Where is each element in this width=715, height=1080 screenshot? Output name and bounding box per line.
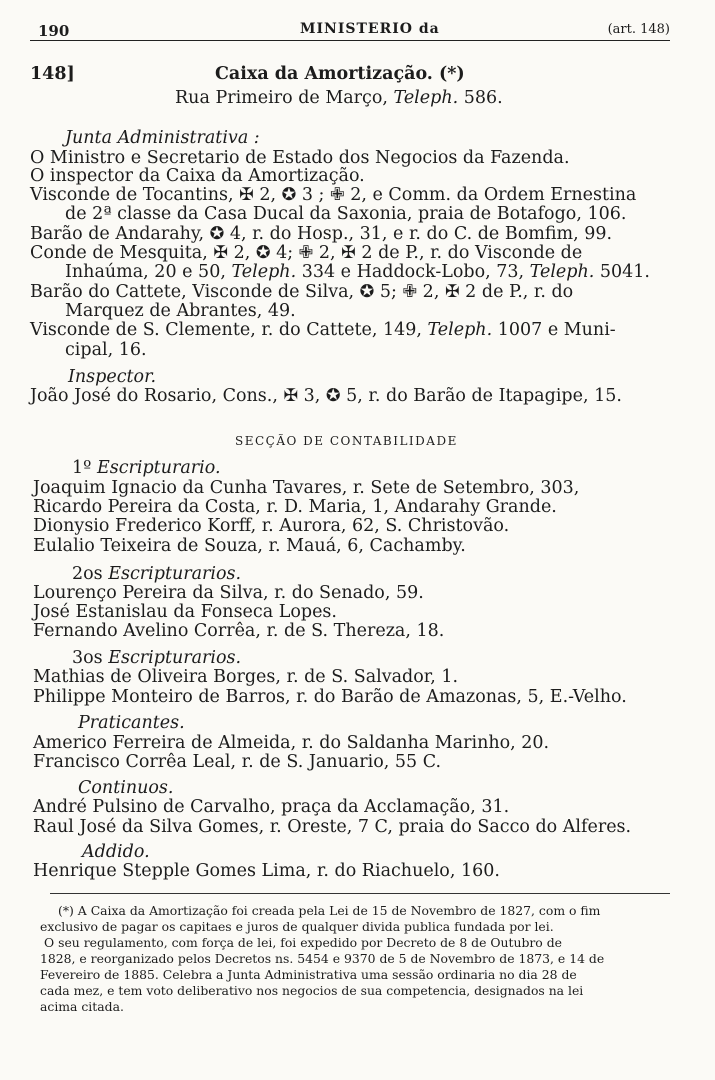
footnote-line: (*) A Caixa da Amortização foi creada pela Lei de 15 de Novembro de 1827, com o fim (58, 903, 601, 918)
text-line (33, 797, 678, 817)
text-span: 3os (72, 648, 109, 668)
text-span: Lourenço Pereira da Silva, r. do Senado, 59. (33, 583, 424, 603)
footnote-line: cada mez, e tem voto deliberativo nos negocios de sua competencia, designados na lei (40, 983, 584, 998)
text-line (33, 583, 678, 603)
text-span: 5041. (594, 262, 650, 282)
text-span: O Ministro e Secretario de Estado dos Negocios da Fazenda. (30, 148, 570, 168)
text-span: O inspector da Caixa da Amortização. (30, 166, 365, 186)
footnote-line: exclusivo de pagar os capitaes e juros de qualquer divida publica fundada por lei. (40, 919, 554, 934)
text-span: Mathias de Oliveira Borges, r. de S. Salvador, 1. (33, 667, 459, 687)
text-line (30, 282, 675, 302)
text-line (72, 564, 715, 584)
text-line (78, 713, 715, 733)
text-span: Praticantes. (78, 713, 185, 733)
text-span: Eulalio Teixeira de Souza, r. Mauá, 6, Cachamby. (33, 536, 466, 556)
text-span: João José do Rosario, Cons., ✠ 3, ✪ 5, r. do Barão de Itapagipe, 15. (30, 386, 622, 406)
text-span: Escripturarios. (108, 564, 242, 584)
text-span: Barão de Andarahy, ✪ 4, r. do Hosp., 31, e r. do C. de Bomfim, 99. (30, 224, 613, 244)
text-span: Conde de Mesquita, ✠ 2, ✪ 4; ✙ 2, ✠ 2 de P., r. do Visconde de (30, 243, 583, 263)
text-span: Addido. (82, 842, 150, 862)
header-article: (art. 148) (607, 22, 670, 37)
text-line (33, 752, 678, 772)
text-span: de 2ª classe da Casa Ducal da Saxonia, praia de Botafogo, 106. (65, 204, 627, 224)
text-line (33, 733, 678, 753)
text-span: Francisco Corrêa Leal, r. de S. Januario, 55 C. (33, 752, 442, 772)
text-span: 148] (30, 64, 75, 84)
text-span: Inspector. (68, 367, 157, 387)
footnote-line: acima citada. (40, 999, 124, 1014)
text-span: Marquez de Abrantes, 49. (65, 301, 296, 321)
text-span: Teleph. (231, 262, 297, 282)
text-span: Teleph. (427, 320, 493, 340)
text-span: José Estanislau da Fonseca Lopes. (33, 602, 337, 622)
text-span: Fernando Avelino Corrêa, r. de S. Thereza, 18. (33, 621, 445, 641)
text-span: 586. (458, 88, 503, 108)
text-span: Junta Administrativa : (65, 128, 260, 148)
text-span: Joaquim Ignacio da Cunha Tavares, r. Sete de Setembro, 303, (33, 478, 580, 498)
footnote-line: 1828, e reorganizado pelos Decretos ns. 5454 e 9370 de 5 de Novembro de 1873, e 14 de (40, 951, 605, 966)
footnote-line: O seu regulamento, com força de lei, foi expedido por Decreto de 8 de Outubro de (44, 935, 562, 950)
text-span: Escripturarios. (108, 648, 242, 668)
text-line (65, 128, 710, 148)
text-span: 1º (72, 458, 97, 478)
text-line (33, 687, 678, 707)
text-line (65, 262, 710, 282)
footnote-rule (50, 893, 670, 894)
text-line (30, 320, 675, 340)
text-span: Caixa da Amortização. (*) (215, 64, 465, 84)
text-span: Visconde de S. Clemente, r. do Cattete, 149, (30, 320, 428, 340)
header-title: MINISTERIO da (300, 21, 440, 37)
text-line (30, 185, 675, 205)
text-line (30, 243, 675, 263)
text-span: Raul José da Silva Gomes, r. Oreste, 7 C, praia do Sacco do Alferes. (33, 817, 632, 837)
text-line (33, 667, 678, 687)
text-line (175, 88, 715, 108)
footnote-line: Fevereiro de 1885. Celebra a Junta Administrativa uma sessão ordinaria no dia 28 de (40, 967, 577, 982)
text-line (65, 301, 710, 321)
text-line (33, 516, 678, 536)
text-span: Visconde de Tocantins, ✠ 2, ✪ 3 ; ✙ 2, e Comm. da Ordem Ernestina (30, 185, 637, 205)
text-span: Americo Ferreira de Almeida, r. do Saldanha Marinho, 20. (33, 733, 550, 753)
text-line (30, 148, 675, 168)
text-span: André Pulsino de Carvalho, praça da Acclamação, 31. (33, 797, 510, 817)
text-line (215, 64, 715, 84)
text-span: 1007 e Muni- (492, 320, 616, 340)
text-span: Teleph. (529, 262, 595, 282)
text-span: Philippe Monteiro de Barros, r. do Barão de Amazonas, 5, E.-Velho. (33, 687, 627, 707)
text-line (30, 386, 675, 406)
text-line (30, 224, 675, 244)
text-line (33, 602, 678, 622)
text-line (68, 367, 713, 387)
text-span: Ricardo Pereira da Costa, r. D. Maria, 1, Andarahy Grande. (33, 497, 557, 517)
text-line (33, 497, 678, 517)
text-line (82, 842, 715, 862)
text-line (33, 621, 678, 641)
text-span: Barão do Cattete, Visconde de Silva, ✪ 5; ✙ 2, ✠ 2 de P., r. do (30, 282, 574, 302)
text-span: Rua Primeiro de Março, (175, 88, 394, 108)
text-span: Escripturario. (96, 458, 221, 478)
running-header (30, 18, 670, 42)
text-span: Continuos. (78, 778, 174, 798)
text-line (33, 536, 678, 556)
text-span: Teleph. (393, 88, 459, 108)
header-rule (30, 40, 670, 41)
text-span: cipal, 16. (65, 340, 147, 360)
text-line (72, 458, 715, 478)
text-line (65, 340, 710, 360)
text-span: SECÇÃO DE CONTABILIDADE (235, 434, 458, 448)
text-line (65, 204, 710, 224)
text-line (33, 817, 678, 837)
text-line (72, 648, 715, 668)
text-span: Dionysio Frederico Korff, r. Aurora, 62, S. Christovão. (33, 516, 510, 536)
text-line (33, 478, 678, 498)
text-line (30, 166, 675, 186)
page-number: 190 (38, 22, 70, 40)
text-span: Henrique Stepple Gomes Lima, r. do Riachuelo, 160. (33, 861, 500, 881)
text-span: Inhaúma, 20 e 50, (65, 262, 232, 282)
text-span: 2os (72, 564, 109, 584)
text-line (235, 430, 715, 451)
text-line (78, 778, 715, 798)
text-span: 334 e Haddock-Lobo, 73, (296, 262, 530, 282)
text-line (33, 861, 678, 881)
